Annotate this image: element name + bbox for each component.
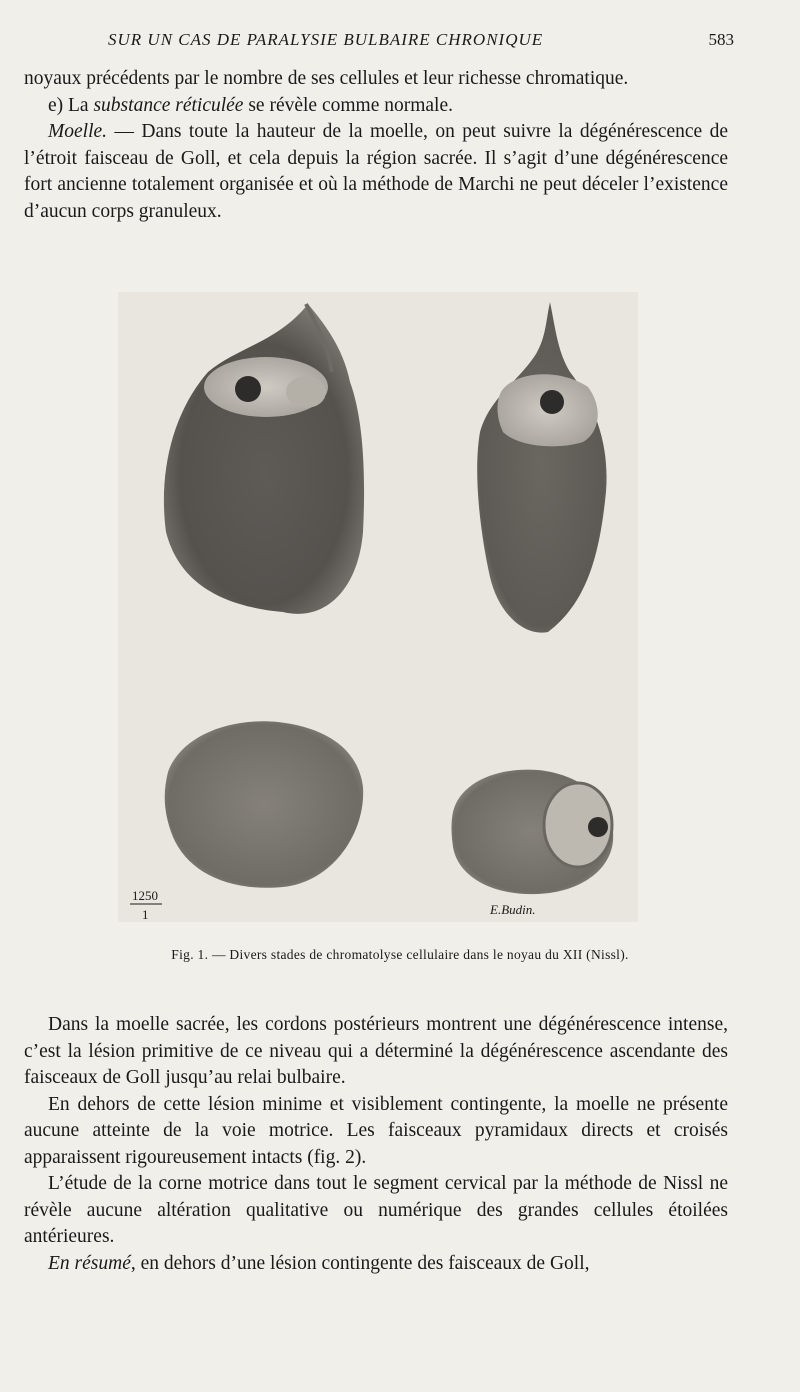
substance-reticulee-term: substance réticulée — [93, 94, 244, 116]
figure-1 — [118, 292, 638, 922]
artist-signature: E.Budin. — [490, 902, 536, 917]
running-title: SUR UN CAS DE PARALYSIE BULBAIRE CHRONIQUE — [108, 30, 544, 49]
page-number: 583 — [708, 30, 734, 49]
figure-caption: Fig. 1. — Divers stades de chromatolyse cellulaire dans le noyau du XII (Nissl). — [171, 947, 629, 962]
paragraph-resume: En résumé, en dehors d’une lésion contingente des faisceaux de Goll, — [48, 1252, 590, 1274]
nerve-cell-top-right — [477, 302, 606, 633]
paragraph-voie-motrice: En dehors de cette lésion minime et visiblement contingente, la moelle ne présente aucune atteinte de la voie motrice. Les faisceaux pyramidaux directs et croisés apparaissent rigoureusement intacts (fig. 2). — [24, 1093, 728, 1168]
top-text-block — [24, 66, 728, 225]
figure-illustration — [118, 292, 638, 922]
paragraph-noyaux: noyaux précédents par le nombre de ses cellules et leur richesse chromatique. — [24, 68, 629, 89]
moelle-heading: Moelle. — [48, 121, 108, 142]
resume-heading: En résumé — [48, 1252, 131, 1274]
nerve-cell-top-left — [164, 304, 364, 614]
bottom-text-block — [24, 1012, 728, 1277]
magnification-denominator: 1 — [142, 907, 149, 922]
nerve-cell-bottom-left — [165, 721, 363, 888]
paragraph-moelle-sacree: Dans la moelle sacrée, les cordons postérieurs montrent une dégénérescence intense, c’est la lésion primitive de ce niveau qui a déterminé la dégénérescence ascendante des faisceaux de Goll jusqu’au relai bulbaire. — [24, 1014, 728, 1088]
paragraph-corne-motrice: L’étude de la corne motrice dans tout le segment cervical par la méthode de Nissl ne révèle aucune altération qualitative ou numérique des grandes cellules étoilées antérieures. — [24, 1173, 728, 1247]
magnification-numerator: 1250 — [132, 888, 158, 903]
nerve-cell-bottom-right — [452, 770, 614, 895]
paragraph-substance-reticulee: e) La substance réticulée se révèle comme normale. — [48, 94, 453, 116]
paragraph-moelle: Moelle. — Dans toute la hauteur de la moelle, on peut suivre la dégénérescence de l’étroit faisceau de Goll, et cela depuis la région sacrée. Il s’agit d’une dégénérescence fort ancienne totalement organisée et où la méthode de Marchi ne peut déceler l’existence d’aucun corps granuleux. — [24, 121, 728, 222]
